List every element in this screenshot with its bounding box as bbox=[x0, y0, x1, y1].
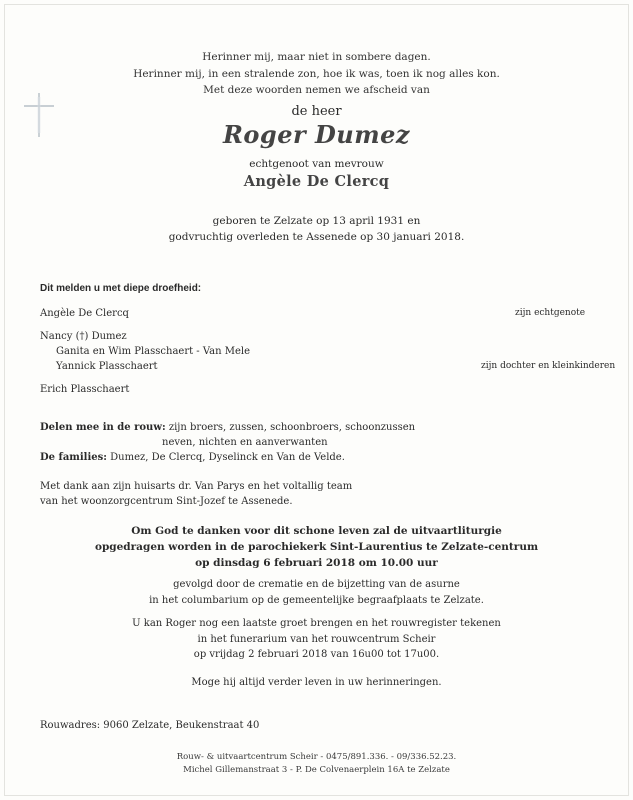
visit-line: op vrijdag 2 februari 2018 van 16u00 tot 17u00. bbox=[193, 649, 440, 660]
cremation-info bbox=[0, 577, 633, 608]
relative-children-role: zijn dochter en kleinkinderen bbox=[481, 361, 616, 371]
spouse-label: echtgenoot van mevrouw bbox=[249, 158, 384, 170]
deceased-name: Roger Dumez bbox=[222, 120, 411, 149]
families-line bbox=[40, 450, 345, 465]
relative-spouse-role: zijn echtgenote bbox=[515, 308, 586, 318]
cremation-line: gevolgd door de crematie en de bijzetting van de asurne bbox=[173, 579, 460, 590]
announcement-heading: Dit melden u met diepe droefheid: bbox=[40, 283, 202, 294]
mourning-text: zijn broers, zussen, schoonbroers, schoonzussen bbox=[165, 422, 416, 433]
mourning-address: Rouwadres: 9060 Zelzate, Beukenstraat 40 bbox=[40, 720, 260, 731]
poem-line: Herinner mij, maar niet in sombere dagen. bbox=[202, 51, 431, 63]
thanks-line: van het woonzorgcentrum Sint-Jozef te Assenede. bbox=[40, 496, 293, 507]
liturgy-line: Om God te danken voor dit schone leven zal de uitvaartliturgie bbox=[131, 525, 502, 537]
footer-line: Rouw- & uitvaartcentrum Scheir - 0475/891.336. - 09/336.52.23. bbox=[176, 752, 457, 762]
death-line: godvruchtig overleden te Assenede op 30 januari 2018. bbox=[168, 231, 465, 243]
relative-grandchild: Ganita en Wim Plasschaert - Van Mele bbox=[56, 346, 251, 357]
liturgy-line: op dinsdag 6 februari 2018 om 10.00 uur bbox=[195, 557, 438, 569]
mourning-label: Delen mee in de rouw: bbox=[40, 422, 166, 433]
spouse-name: Angèle De Clercq bbox=[243, 173, 390, 190]
families-text: Dumez, De Clercq, Dyselinck en Van de Velde. bbox=[106, 452, 345, 463]
relative-daughter: Nancy (†) Dumez bbox=[40, 331, 127, 342]
mourning-line bbox=[40, 420, 415, 435]
thanks bbox=[40, 479, 352, 509]
thanks-line: Met dank aan zijn huisarts dr. Van Parys en het voltallig team bbox=[40, 481, 353, 492]
birth-death-dates bbox=[70, 213, 563, 245]
poem bbox=[0, 49, 633, 99]
poem-line: Met deze woorden nemen we afscheid van bbox=[203, 84, 430, 96]
poem-line: Herinner mij, in een stralende zon, hoe ik was, toen ik nog alles kon. bbox=[133, 67, 500, 80]
funeral-home-footer bbox=[0, 751, 633, 777]
visitation-info bbox=[0, 616, 633, 663]
relative-spouse: Angèle De Clercq bbox=[40, 308, 129, 319]
relative-other: Erich Plasschaert bbox=[40, 384, 130, 395]
footer-line: Michel Gillemanstraat 3 - P. De Colvenaerplein 16A te Zelzate bbox=[183, 765, 450, 775]
liturgy-line: opgedragen worden in de parochiekerk Sint-Laurentius te Zelzate-centrum bbox=[94, 541, 539, 553]
visit-line: in het funerarium van het rouwcentrum Scheir bbox=[197, 633, 436, 645]
relative-grandchild: Yannick Plasschaert bbox=[56, 361, 158, 372]
cremation-line: in het columbarium op de gemeentelijke begraafplaats te Zelzate. bbox=[149, 594, 484, 606]
title-prefix: de heer bbox=[291, 104, 342, 119]
visit-line: U kan Roger nog een laatste groet brengen en het rouwregister tekenen bbox=[132, 618, 501, 629]
mourning-text-continued: neven, nichten en aanverwanten bbox=[162, 437, 328, 448]
closing-wish: Moge hij altijd verder leven in uw herinneringen. bbox=[191, 677, 442, 688]
funeral-liturgy bbox=[0, 523, 633, 571]
birth-line: geboren te Zelzate op 13 april 1931 en bbox=[212, 215, 421, 227]
families-label: De families: bbox=[40, 452, 107, 463]
